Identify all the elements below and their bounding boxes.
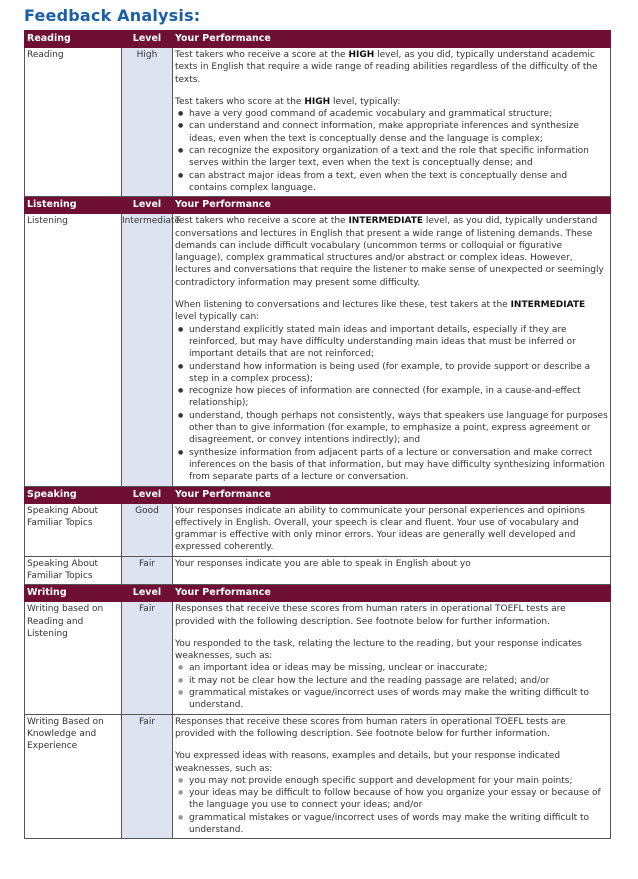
- skill-cell: Speaking About Familiar Topics: [25, 503, 122, 556]
- reading-bullet-list: [175, 108, 608, 194]
- listening-header-row: [25, 197, 611, 214]
- level-cell: Fair: [122, 714, 173, 839]
- writing-section-label: Writing: [25, 585, 122, 602]
- performance-header: Your Performance: [173, 585, 611, 602]
- speaking-row-1: [25, 503, 611, 556]
- writing-bullet-list: [175, 775, 608, 836]
- speaking-section-label: Speaking: [25, 486, 122, 503]
- listening-paragraph-2: When listening to conversations and lectures like these, test takers at the INTERMEDIATE level typically can:: [175, 300, 586, 323]
- performance-cell: [173, 48, 611, 197]
- list-item: ● can understand and connect information, make appropriate inferences and synthesize ideas, even when the text is conceptually dense and the language is complex;: [189, 120, 608, 145]
- skill-cell: Reading: [25, 48, 122, 197]
- reading-paragraph-2: Test takers who score at the HIGH level, typically:: [175, 96, 401, 107]
- performance-cell: [173, 714, 611, 839]
- performance-cell: [173, 214, 611, 486]
- list-item: ● understand explicitly stated main ideas and important details, especially if they are reinforced, but may have difficulty understanding main ideas that must be inferred or important details that are not reinforced;: [189, 324, 608, 361]
- list-item: ● grammatical mistakes or vague/incorrect uses of words may make the writing difficult to understand.: [189, 812, 608, 837]
- skill-cell: Speaking About Familiar Topics: [25, 556, 122, 585]
- performance-header: Your Performance: [173, 486, 611, 503]
- level-header: Level: [122, 197, 173, 214]
- skill-cell: Writing Based on Knowledge and Experience: [25, 714, 122, 839]
- writing-paragraph: You responded to the task, relating the lecture to the reading, but your response indicates weaknesses, such as:: [175, 638, 582, 662]
- page-title: Feedback Analysis:: [24, 6, 201, 25]
- skill-cell: Writing based on Reading and Listening: [25, 602, 122, 714]
- listening-paragraph-1: Test takers who receive a score at the INTERMEDIATE level, as you did, typically understand conversations and lectures in English that present a wide range of listening demands. These demands can include difficult vocabulary (uncommon terms or colloquial or figurative language), complex grammatical structures and/or abstract or complex ideas. However, lectures and conversations that require the listener to make sense of unexpected or seemingly contradictory information may present some difficulty.: [175, 216, 604, 288]
- speaking-header-row: [25, 486, 611, 503]
- list-item: ● can recognize the expository organization of a text and the role that specific information serves within the larger text, even when the text is conceptually dense; and: [189, 145, 608, 170]
- level-cell: Fair: [122, 602, 173, 714]
- performance-cell: Your responses indicate an ability to communicate your personal experiences and opinions effectively in English. Overall, your speech is clear and fluent. Your use of vocabulary and grammar is effective with only minor errors. Your ideas are generally well developed and expressed coherently.: [173, 503, 611, 556]
- level-cell: Intermediate: [122, 214, 173, 486]
- list-item: ● understand, though perhaps not consistently, ways that speakers use language for purposes other than to give information (for example, to emphasize a point, express agreement or disagreement, or convey intentions indirectly); and: [189, 410, 608, 447]
- list-item: ● grammatical mistakes or vague/incorrect uses of words may make the writing difficult to understand.: [189, 687, 608, 712]
- level-cell: Fair: [122, 556, 173, 585]
- list-item: ● you may not provide enough specific support and development for your main points;: [189, 775, 608, 787]
- writing-paragraph: You expressed ideas with reasons, examples and details, but your response indicated weaknesses, such as:: [175, 751, 561, 774]
- list-item: ● recognize how pieces of information are connected (for example, in a cause-and-effect relationship);: [189, 385, 608, 410]
- listening-section-label: Listening: [25, 197, 122, 214]
- skill-cell: Listening: [25, 214, 122, 486]
- writing-paragraph: Responses that receive these scores from human raters in operational TOEFL tests are provided with the following description. See footnote below for further information.: [175, 604, 566, 627]
- writing-row-2: [25, 714, 611, 839]
- reading-paragraph-1: Test takers who receive a score at the HIGH level, as you did, typically understand academic texts in English that require a wide range of reading abilities regardless of the difficulty of the texts.: [175, 50, 598, 85]
- performance-cell: Your responses indicate you are able to speak in English about yo: [173, 556, 611, 585]
- listening-row: [25, 214, 611, 486]
- list-item: ● can abstract major ideas from a text, even when the text is conceptually dense and contains complex language.: [189, 170, 608, 195]
- writing-row-1: [25, 602, 611, 714]
- performance-cell: [173, 602, 611, 714]
- performance-header: Your Performance: [173, 197, 611, 214]
- list-item: ● understand how information is being used (for example, to provide support or describe a step in a complex process);: [189, 361, 608, 386]
- reading-section-label: Reading: [25, 31, 122, 48]
- list-item: ● have a very good command of academic vocabulary and grammatical structure;: [189, 108, 608, 120]
- writing-bullet-list: [175, 662, 608, 711]
- performance-header: Your Performance: [173, 31, 611, 48]
- list-item: ● an important idea or ideas may be missing, unclear or inaccurate;: [189, 662, 608, 674]
- level-header: Level: [122, 585, 173, 602]
- reading-row: [25, 48, 611, 197]
- level-header: Level: [122, 486, 173, 503]
- reading-header-row: [25, 31, 611, 48]
- list-item: ● your ideas may be difficult to follow because of how you organize your essay or because of the language you use to connect your ideas; and/or: [189, 787, 608, 812]
- feedback-table: [24, 30, 611, 839]
- speaking-row-2: [25, 556, 611, 585]
- list-item: ● it may not be clear how the lecture and the reading passage are related; and/or: [189, 675, 608, 687]
- listening-bullet-list: [175, 324, 608, 484]
- level-cell: Good: [122, 503, 173, 556]
- level-header: Level: [122, 31, 173, 48]
- level-cell: High: [122, 48, 173, 197]
- writing-header-row: [25, 585, 611, 602]
- writing-paragraph: Responses that receive these scores from human raters in operational TOEFL tests are provided with the following description. See footnote below for further information.: [175, 716, 566, 739]
- list-item: ● synthesize information from adjacent parts of a lecture or conversation and make correct inferences on the basis of that information, but may have difficulty synthesizing information from separate parts of a lecture or conversation.: [189, 447, 608, 484]
